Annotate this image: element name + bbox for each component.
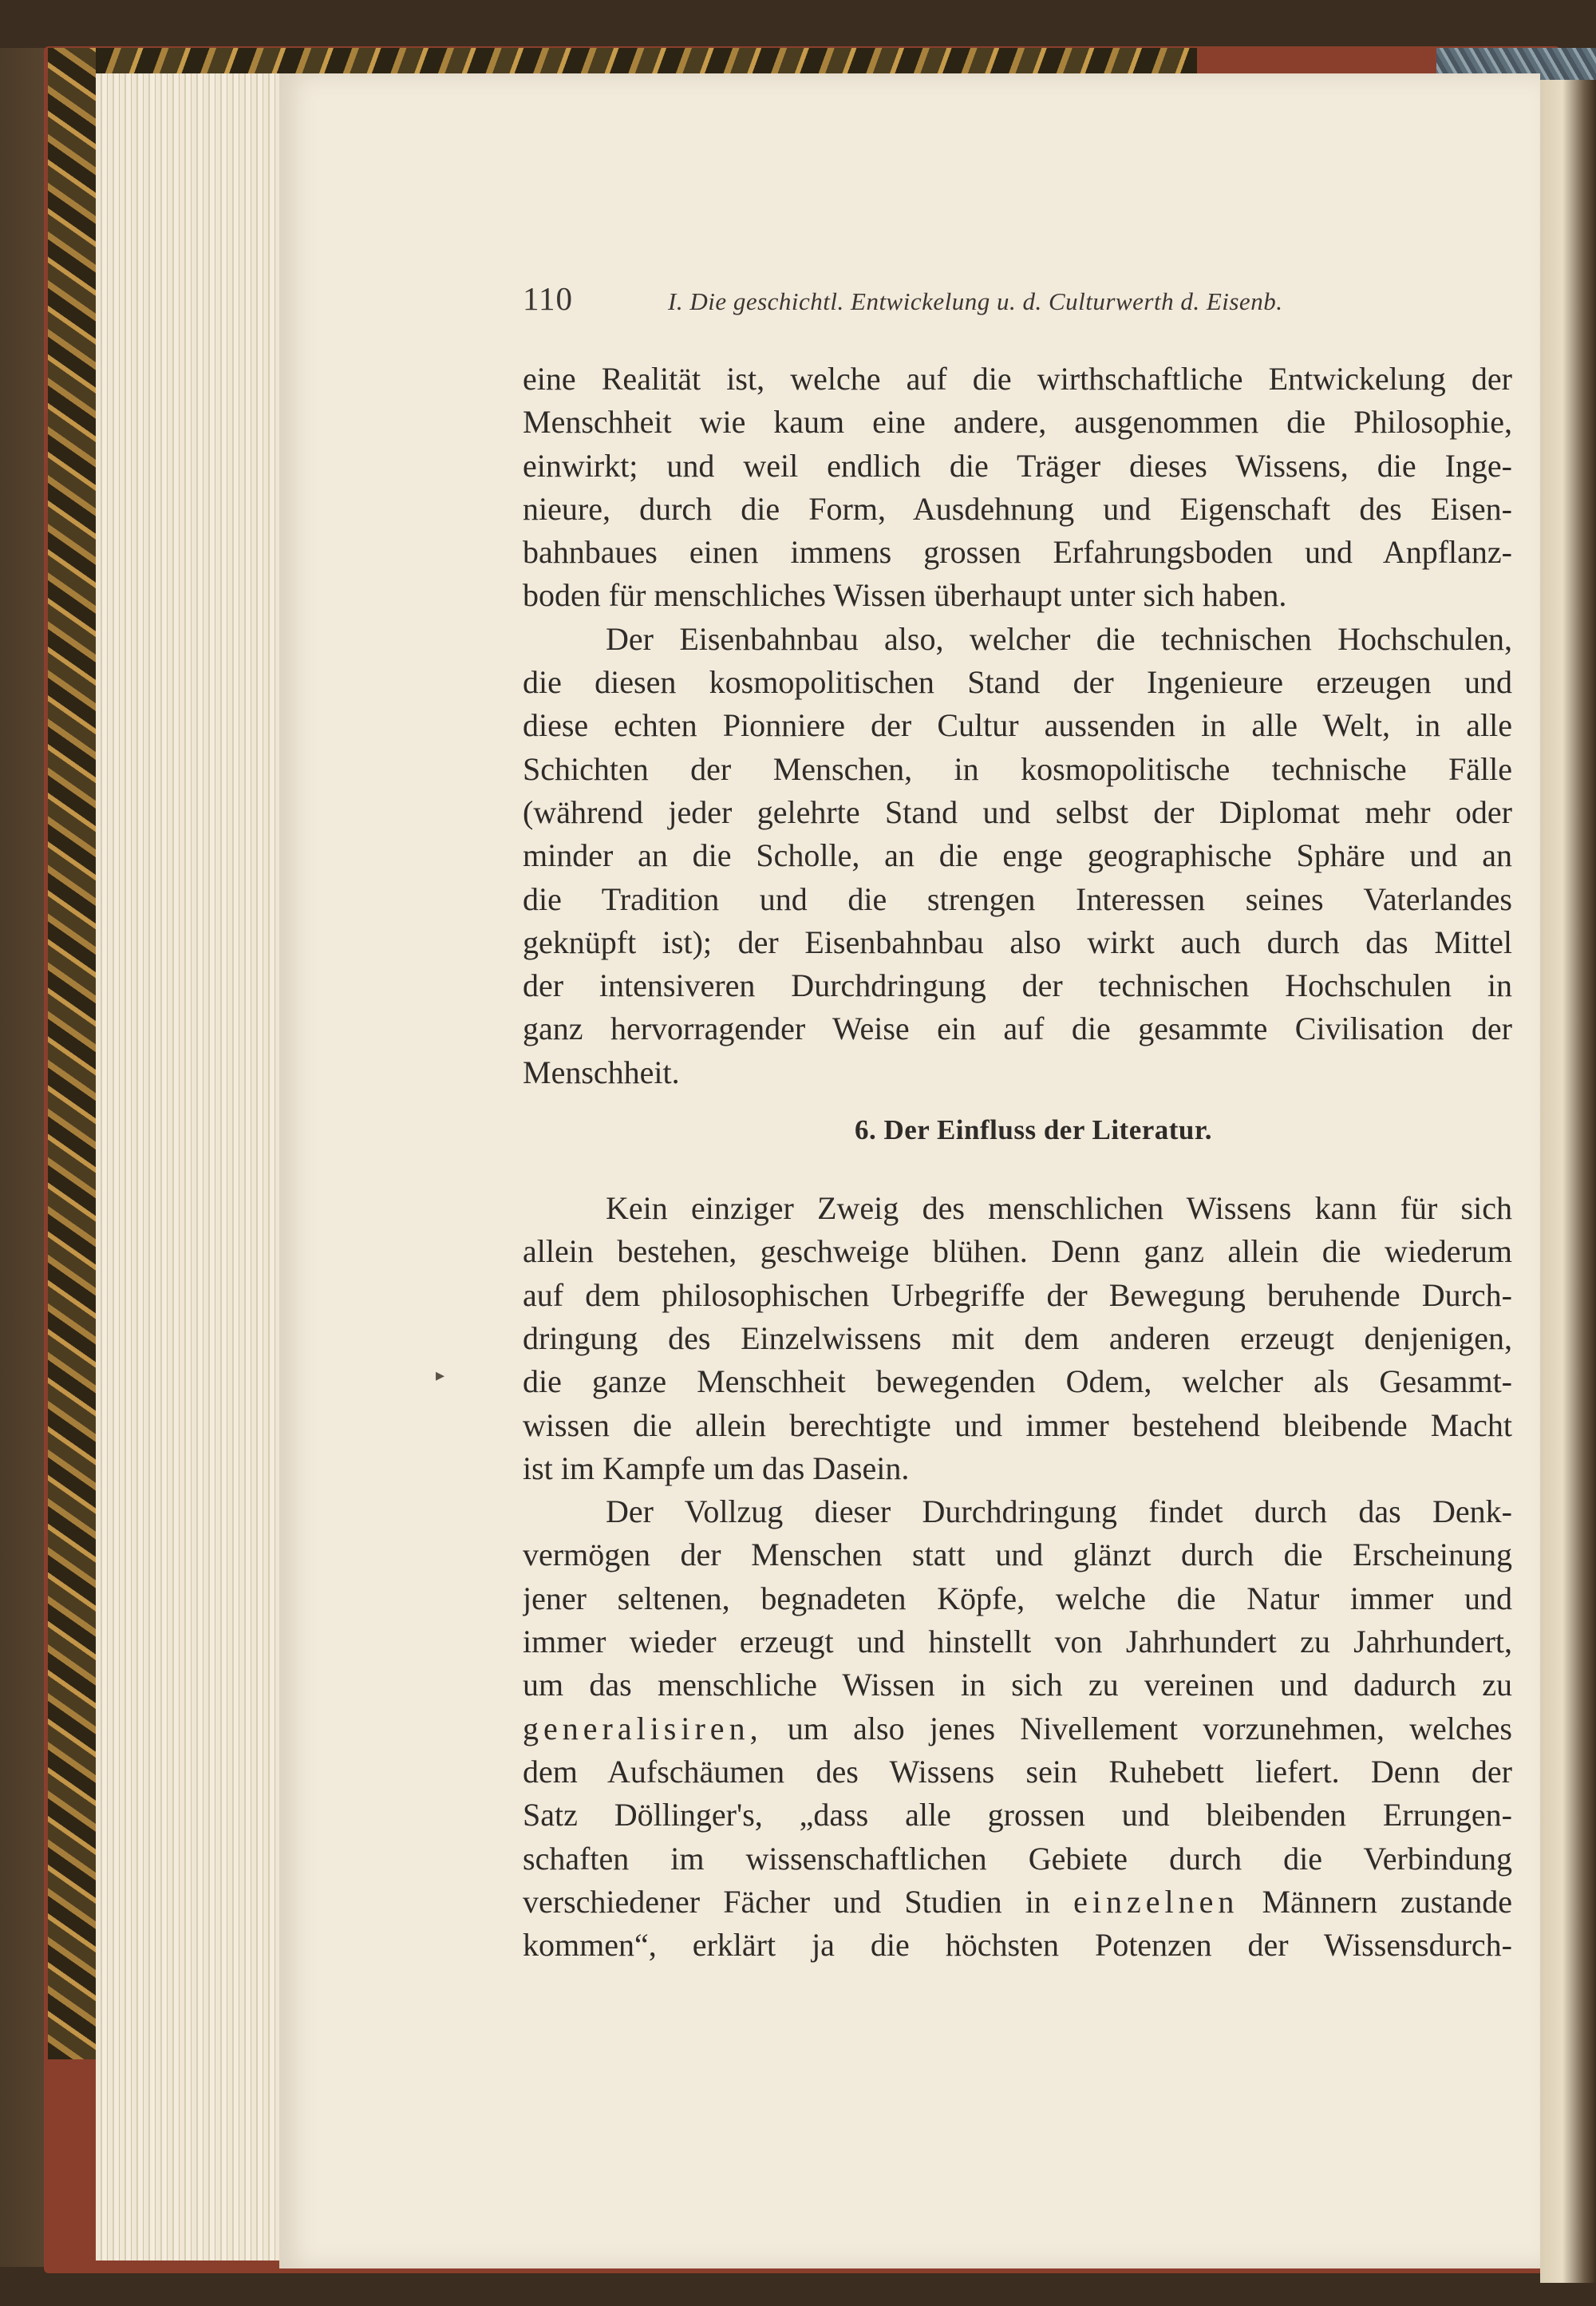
text-line: schaften im wissenschaftlichen Gebiete durch die Verbindung [523,1840,1512,1877]
text-line: bahnbaues einen immens grossen Erfahrungsboden und Anpflanz- [523,534,1512,571]
page-edge-right [1540,80,1596,2283]
text-line: minder an die Scholle, an die enge geographische Sphäre und an [523,837,1512,874]
text-line: Satz Döllinger's, „dass alle grossen und bleibenden Errungen- [523,1797,1512,1833]
paragraph [523,358,1512,618]
margin-mark: ▸ [436,1365,445,1385]
text-line: immer wieder erzeugt und hinstellt von Jahrhundert zu Jahrhundert, [523,1624,1512,1660]
text-line: ganz hervorragender Weise ein auf die gesammte Civilisation der [523,1011,1512,1047]
body-text [523,358,1512,1967]
text-line: auf dem philosophischen Urbegriffe der Bewegung beruhende Durch- [523,1276,1512,1313]
paragraph [523,1187,1512,1490]
text-line: vermögen der Menschen statt und glänzt durch die Erscheinung [523,1537,1512,1573]
text-line: Der Eisenbahnbau also, welcher die technischen Hochschulen, [606,620,1512,657]
text-line: jener seltenen, begnadeten Köpfe, welche die Natur immer und [523,1580,1512,1616]
page-number: 110 [523,280,573,317]
text-line: boden für menschliches Wissen überhaupt unter sich haben. [523,577,1287,614]
text-line: eine Realität ist, welche auf die wirthschaftliche Entwickelung der [523,361,1512,397]
emphasized-word: einzelnen [1073,1883,1239,1920]
page-header [523,279,1400,327]
text-span: Männern zustande [1238,1883,1512,1920]
text-span: verschiedener Fächer und Studien in [523,1883,1074,1920]
text-line: Kein einziger Zweig des menschlichen Wissens kann für sich [606,1190,1512,1227]
paragraph [523,618,1512,1094]
text-line: dringung des Einzelwissens mit dem anderen erzeugt denjenigen, [523,1319,1512,1356]
text-line [523,1881,1512,1924]
text-line: Schichten der Menschen, in kosmopolitische technische Fälle [523,750,1512,787]
page-stack [96,73,287,2261]
running-head: I. Die geschichtl. Entwickelung u. d. Culturwerth d. Eisenb. [668,287,1283,315]
marbled-edge [48,48,100,2059]
text-line: Der Vollzug dieser Durchdringung findet durch das Denk- [606,1493,1512,1530]
text-line: allein bestehen, geschweige blühen. Denn ganz allein die wiederum [523,1233,1512,1270]
text-line: Menschheit wie kaum eine andere, ausgenommen die Philosophie, [523,404,1512,441]
text-line: kommen“, erklärt ja die höchsten Potenzen der Wissensdurch- [523,1927,1512,1964]
paragraph [523,1490,1512,1967]
text-line: der intensiveren Durchdringung der technischen Hochschulen in [523,967,1512,1004]
text-line: Menschheit. [523,1054,680,1090]
text-line: einwirkt; und weil endlich die Träger dieses Wissens, die Inge- [523,447,1512,484]
text-line: nieure, durch die Form, Ausdehnung und Eigenschaft des Eisen- [523,490,1512,527]
text-line: ist im Kampfe um das Dasein. [523,1450,910,1486]
text-line: wissen die allein berechtigte und immer bestehend bleibende Macht [523,1406,1512,1443]
section-heading: 6. Der Einfluss der Literatur. [855,1114,1212,1146]
emphasized-word: generalisiren, [523,1710,763,1746]
text-line: die diesen kosmopolitischen Stand der Ingenieure erzeugen und [523,664,1512,701]
text-line [523,1707,1512,1750]
text-line: die ganze Menschheit bewegenden Odem, welcher als Gesammt- [523,1363,1512,1400]
text-line: (während jeder gelehrte Stand und selbst der Diplomat mehr oder [523,793,1512,830]
text-line: geknüpft ist); der Eisenbahnbau also wirkt auch durch das Mittel [523,924,1512,960]
text-line: diese echten Pionniere der Cultur aussenden in alle Welt, in alle [523,707,1512,744]
text-line: um das menschliche Wissen in sich zu vereinen und dadurch zu [523,1667,1512,1703]
text-line: dem Aufschäumen des Wissens sein Ruhebett liefert. Denn der [523,1753,1512,1790]
text-span: um also jenes Nivellement vorzunehmen, welches [762,1710,1512,1746]
top-background [0,0,1596,48]
text-line: die Tradition und die strengen Interessen seines Vaterlandes [523,880,1512,917]
